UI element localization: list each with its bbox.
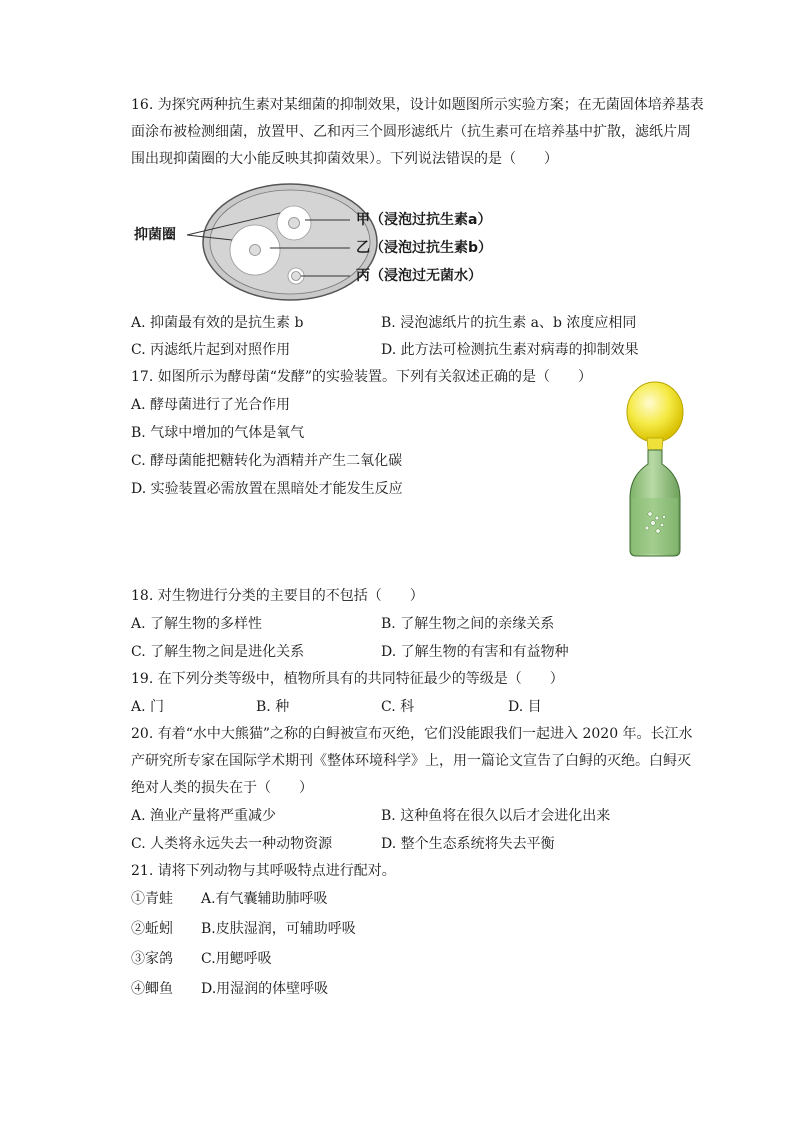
filter-disc-yi [250, 245, 261, 256]
q19-option-b: B. 种 [256, 699, 290, 715]
bubble [651, 521, 656, 526]
q19-option-c: C. 科 [381, 699, 415, 715]
q18-option-c: C. 了解生物之间是进化关系 [131, 644, 305, 660]
q18-option-d: D. 了解生物的有害和有益物种 [381, 644, 569, 660]
bubble [645, 526, 649, 530]
q21-feature-d: D.用湿润的体壁呼吸 [201, 981, 329, 997]
q19-option-a: A. 门 [131, 699, 165, 715]
bubble [656, 529, 660, 533]
q16-stem-line-3: 围出现抑菌圈的大小能反映其抑菌效果）。下列说法错误的是（ ） [131, 151, 558, 167]
q17-stem: 17. 如图所示为酵母菌“发酵”的实验装置。下列有关叙述正确的是（ ） [131, 369, 593, 385]
q16-option-c: C. 丙滤纸片起到对照作用 [131, 342, 291, 358]
q17-option-a: A. 酵母菌进行了光合作用 [131, 397, 291, 413]
filter-disc-bing [292, 272, 301, 281]
q19-stem: 19. 在下列分类等级中，植物所具有的共同特征最少的等级是（ ） [131, 671, 564, 687]
q21-feature-a: A.有气囊辅助肺呼吸 [201, 891, 328, 907]
solution [632, 498, 678, 554]
q20-option-d: D. 整个生态系统将失去平衡 [381, 836, 555, 852]
balloon [627, 382, 683, 442]
q20-option-b: B. 这种鱼将在很久以后才会进化出来 [381, 808, 611, 824]
q21-feature-c: C.用鳃呼吸 [201, 951, 272, 967]
q16-option-a: A. 抑菌最有效的是抗生素 b [131, 315, 304, 331]
q16-option-d: D. 此方法可检测抗生素对病毒的抑制效果 [381, 342, 639, 358]
label-yi: 乙（浸泡过抗生素b） [356, 240, 493, 256]
bubble [648, 512, 652, 516]
label-bing: 丙（浸泡过无菌水） [356, 268, 482, 284]
q20-stem-line-2: 产研究所专家在国际学术期刊《整体环境科学》上，用一篇论文宣告了白鲟的灭绝。白鲟灭 [131, 753, 691, 769]
filter-disc-jia [289, 218, 300, 229]
q16-stem-line-2: 面涂布被检测细菌，放置甲、乙和丙三个圆形滤纸片（抗生素可在培养基中扩散，滤纸片周 [131, 124, 691, 140]
q20-stem-line-3: 绝对人类的损失在于（ ） [131, 780, 313, 796]
q21-animal-2: ②蚯蚓 [131, 921, 173, 937]
q21-animal-3: ③家鸽 [131, 951, 173, 967]
bubble [660, 523, 664, 527]
q21-animal-1: ①青蛙 [131, 891, 173, 907]
q19-option-d: D. 目 [508, 699, 542, 715]
q18-stem: 18. 对生物进行分类的主要目的不包括（ ） [131, 588, 424, 604]
label-jia: 甲（浸泡过抗生素a） [356, 212, 492, 228]
q17-option-c: C. 酵母菌能把糖转化为酒精并产生二氧化碳 [131, 453, 403, 469]
q20-option-c: C. 人类将永远失去一种动物资源 [131, 836, 333, 852]
q17-option-b: B. 气球中增加的气体是氧气 [131, 425, 305, 441]
label-inhibition-zone: 抑菌圈 [134, 227, 176, 243]
balloon-neck [647, 438, 663, 450]
q20-stem-line-1: 20. 有着“水中大熊猫”之称的白鲟被宣布灭绝，它们没能跟我们一起进入 2020 年。长江水 [131, 726, 693, 742]
q17-yeast-bottle-figure [620, 380, 690, 560]
q16-option-b: B. 浸泡滤纸片的抗生素 a、b 浓度应相同 [381, 315, 637, 331]
q18-option-b: B. 了解生物之间的亲缘关系 [381, 616, 555, 632]
q21-stem: 21. 请将下列动物与其呼吸特点进行配对。 [131, 863, 396, 879]
q16-stem-line-1: 16. 为探究两种抗生素对某细菌的抑制效果，设计如题图所示实验方案；在无菌固体培养基表 [131, 97, 704, 113]
q21-feature-b: B.皮肤湿润，可辅助呼吸 [201, 921, 356, 937]
bubble [655, 516, 659, 520]
q17-option-d: D. 实验装置必需放置在黑暗处才能发生反应 [131, 481, 403, 497]
q20-option-a: A. 渔业产量将严重减少 [131, 808, 277, 824]
q21-animal-4: ④鲫鱼 [131, 981, 173, 997]
q18-option-a: A. 了解生物的多样性 [131, 616, 263, 632]
bubble [662, 515, 665, 518]
